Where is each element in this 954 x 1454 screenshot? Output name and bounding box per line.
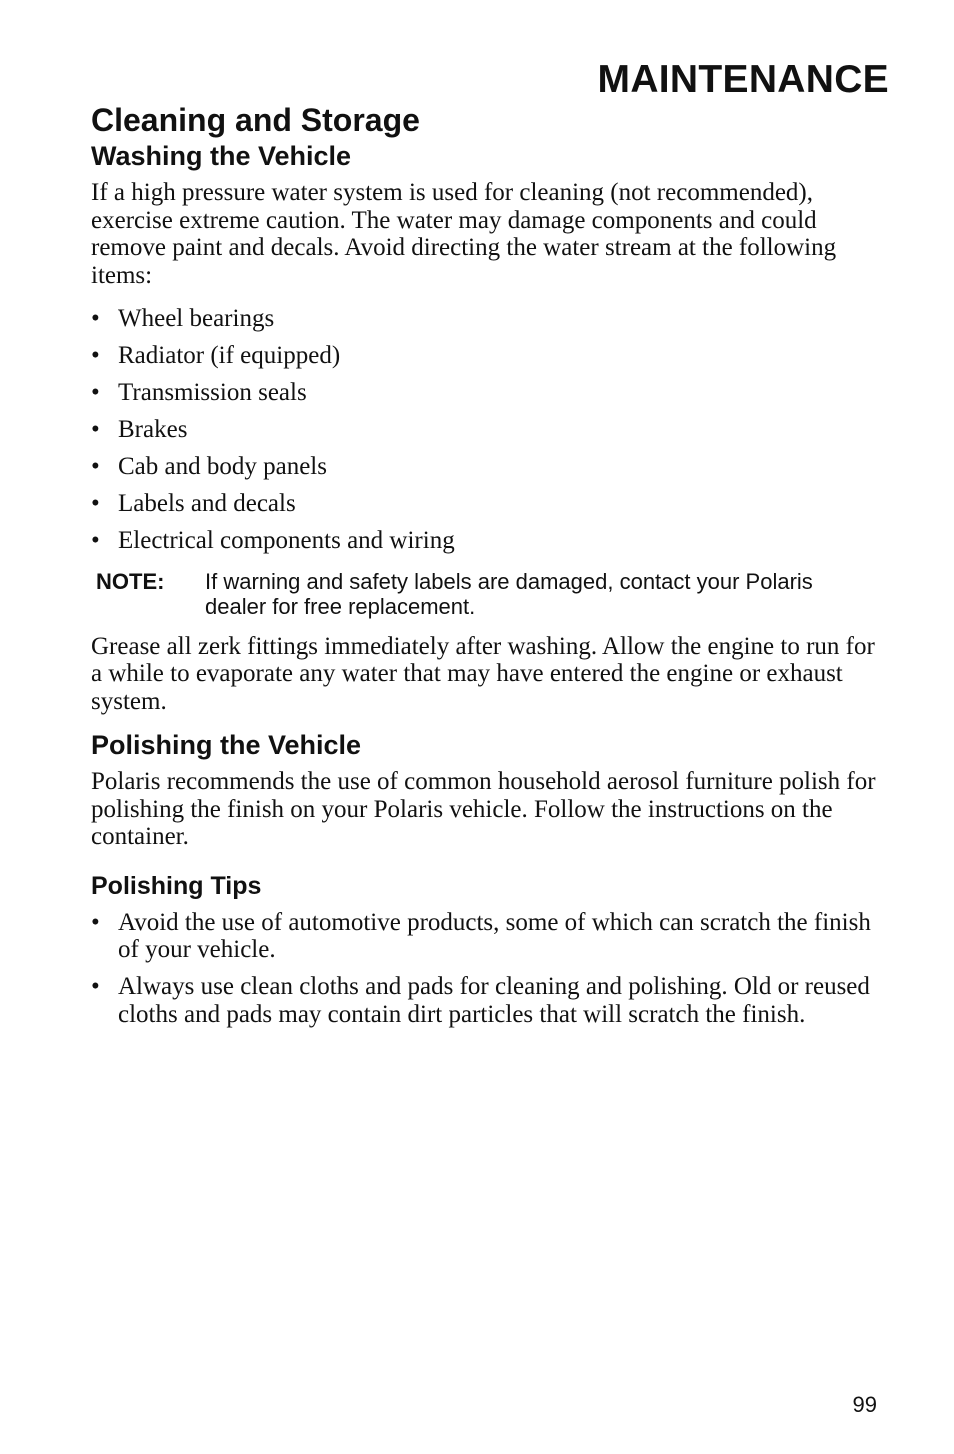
page-number: 99 [852, 1392, 877, 1417]
list-item [91, 342, 891, 370]
bullet-icon: • [91, 305, 100, 332]
washing-avoid-list [91, 305, 891, 555]
note-text: If warning and safety labels are damaged, contact your Polaris dealer for free replacement. [205, 568, 813, 619]
bullet-icon: • [91, 973, 100, 1000]
list-item-text: Brakes [118, 416, 188, 443]
polishing-body: Polaris recommends the use of common household aerosol furniture polish for polishing the finish on your Polaris vehicle. Follow the instructions on the container. [91, 768, 876, 850]
note-block [96, 569, 891, 619]
list-item [91, 379, 891, 407]
list-item [91, 527, 891, 555]
list-item-text: Always use clean cloths and pads for cleaning and polishing. Old or reused cloths and pads may contain dirt particles that will scratch the finish. [118, 973, 870, 1028]
bullet-icon: • [91, 342, 100, 369]
bullet-icon: • [91, 453, 100, 480]
list-item-text: Electrical components and wiring [118, 527, 455, 554]
list-item [91, 909, 891, 964]
washing-intro: If a high pressure water system is used for cleaning (not recommended), exercise extreme caution. The water may damage components and could remove paint and decals. Avoid directing the water stream at the following items: [91, 179, 837, 289]
list-item-text: Transmission seals [118, 379, 307, 406]
bullet-icon: • [91, 527, 100, 554]
list-item-text: Labels and decals [118, 490, 296, 517]
polishing-tips-heading: Polishing Tips [91, 871, 262, 900]
washing-heading: Washing the Vehicle [91, 141, 352, 171]
polishing-tips-list [91, 909, 891, 1029]
list-item-text: Wheel bearings [118, 305, 275, 332]
list-item [91, 490, 891, 518]
bullet-icon: • [91, 416, 100, 443]
page-content [91, 100, 891, 1038]
list-item [91, 973, 891, 1028]
section-title: Cleaning and Storage [91, 102, 420, 138]
list-item-text: Radiator (if equipped) [118, 342, 341, 369]
list-item-text: Avoid the use of automotive products, some of which can scratch the finish of your vehicle. [118, 908, 871, 963]
bullet-icon: • [91, 908, 100, 936]
list-item-text: Cab and body panels [118, 453, 327, 480]
list-item [91, 453, 891, 481]
list-item [91, 305, 891, 333]
bullet-icon: • [91, 379, 100, 406]
bullet-icon: • [91, 490, 100, 517]
polishing-heading: Polishing the Vehicle [91, 730, 362, 760]
chapter-title: MAINTENANCE [597, 58, 889, 101]
washing-after-text: Grease all zerk fittings immediately after washing. Allow the engine to run for a while to evaporate any water that may have entered the engine or exhaust system. [91, 632, 875, 715]
note-label: NOTE: [96, 568, 165, 594]
list-item [91, 416, 891, 444]
